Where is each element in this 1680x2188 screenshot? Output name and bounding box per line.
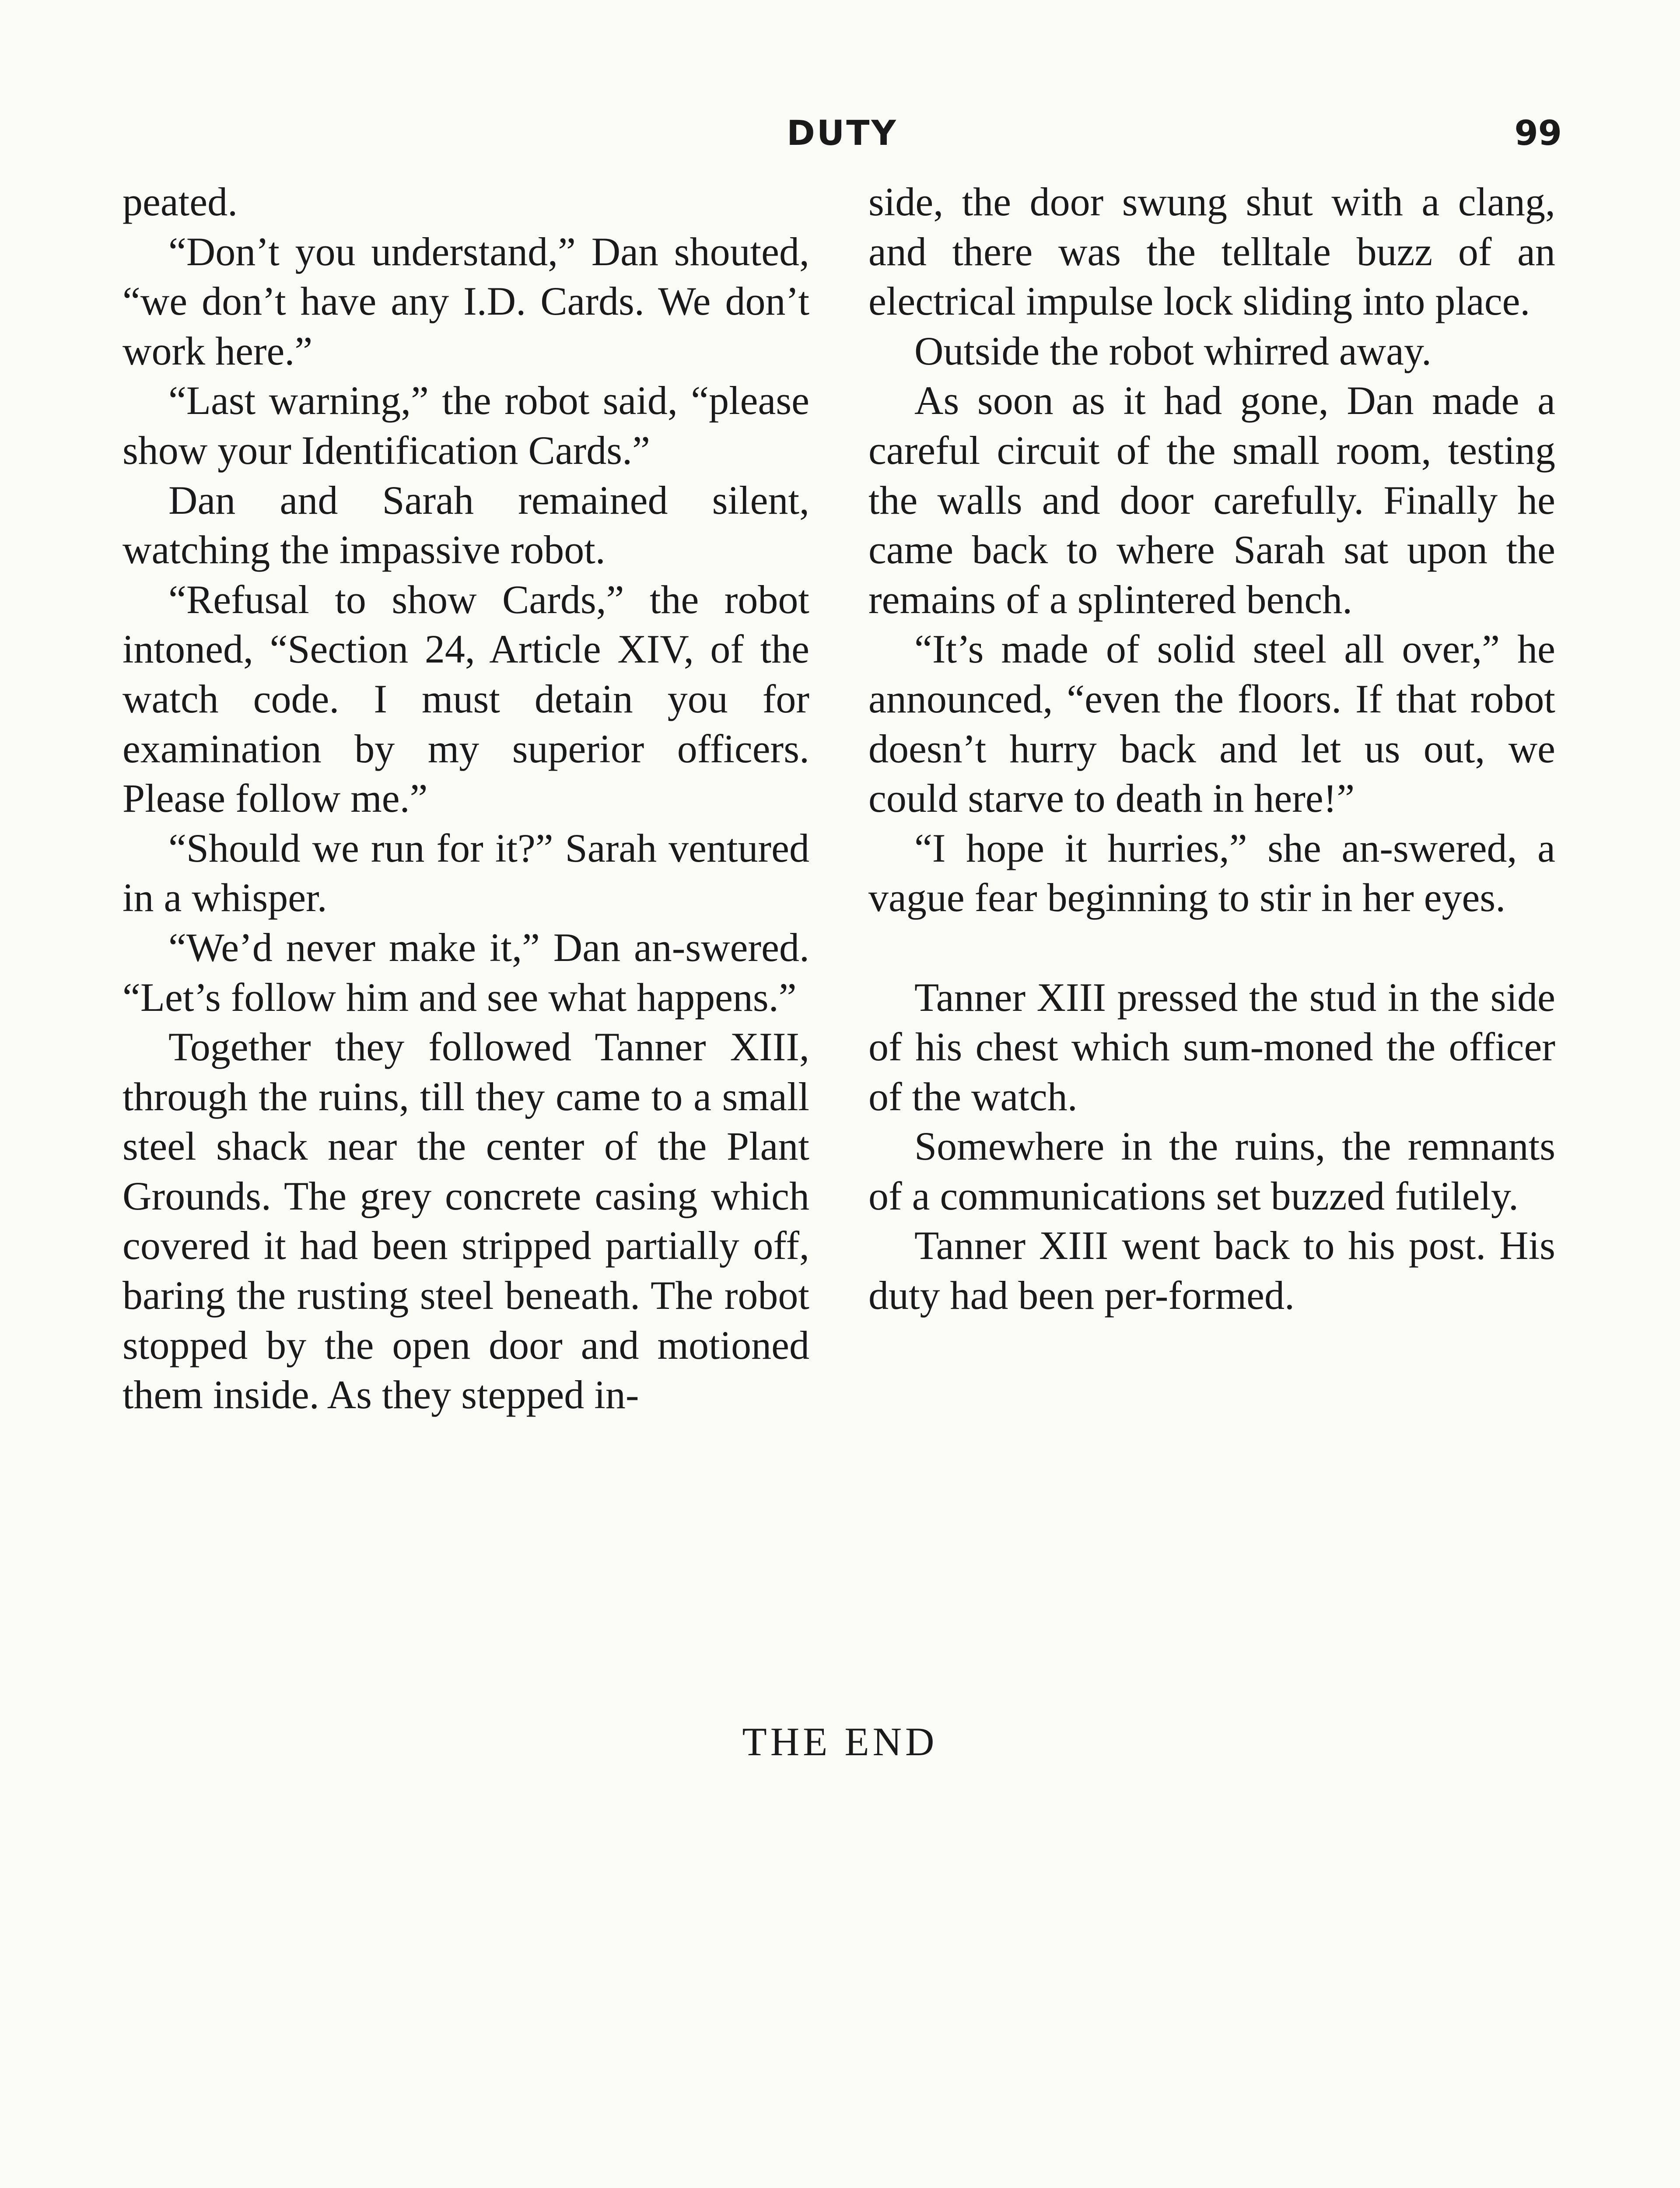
paragraph: Outside the robot whirred away. [914,328,1432,373]
paragraph: “Refusal to show Cards,” the robot intoned, “Section 24, Article XIV, of the watch code. I must detain you for examination by my superior officers. Please follow me.” [122,577,809,821]
paragraph: “We’d never make it,” Dan an-swered. “Let’s follow him and see what happens.” [122,925,809,1020]
paragraph: As soon as it had gone, Dan made a careful circuit of the small room, testing the walls and door carefully. Finally he came back to where Sarah sat upon the remains of a splintered bench. [868,378,1555,622]
right-column [868,177,1555,1321]
page-number: 99 [1514,114,1562,153]
paragraph: “It’s made of solid steel all over,” he announced, “even the floors. If that robot doesn’t hurry back and let us out, we could starve to death in here!” [868,627,1555,821]
paragraph: “I hope it hurries,” she an-swered, a vague fear beginning to stir in her eyes. [868,825,1555,920]
paragraph: Dan and Sarah remained silent, watching the impassive robot. [122,477,809,572]
the-end-label: THE END [742,1719,938,1764]
running-title: DUTY [787,114,898,153]
paragraph: Tanner XIII went back to his post. His duty had been per-formed. [868,1223,1555,1318]
left-column [122,177,809,1420]
paragraph: “Last warning,” the robot said, “please show your Identification Cards.” [122,378,809,473]
paragraph: side, the door swung shut with a clang, and there was the telltale buzz of an electrical impulse lock sliding into place. [868,179,1555,324]
running-head [122,109,1562,158]
paragraph: “Don’t you understand,” Dan shouted, “we don’t have any I.D. Cards. We don’t work here.” [122,229,809,373]
paragraph: Somewhere in the ruins, the remnants of a communications set buzzed futilely. [868,1124,1555,1218]
paragraph: Tanner XIII pressed the stud in the side of his chest which sum-moned the officer of the watch. [868,975,1555,1119]
paragraph: Together they followed Tanner XIII, through the ruins, till they came to a small steel shack near the center of the Plant Grounds. The grey concrete casing which covered it had been stripped partially off, baring the rusting steel beneath. The robot stopped by the open door and motioned them inside. As they stepped in- [122,1024,809,1417]
paragraph: peated. [122,179,238,224]
paragraph: “Should we run for it?” Sarah ventured in a whisper. [122,825,809,920]
